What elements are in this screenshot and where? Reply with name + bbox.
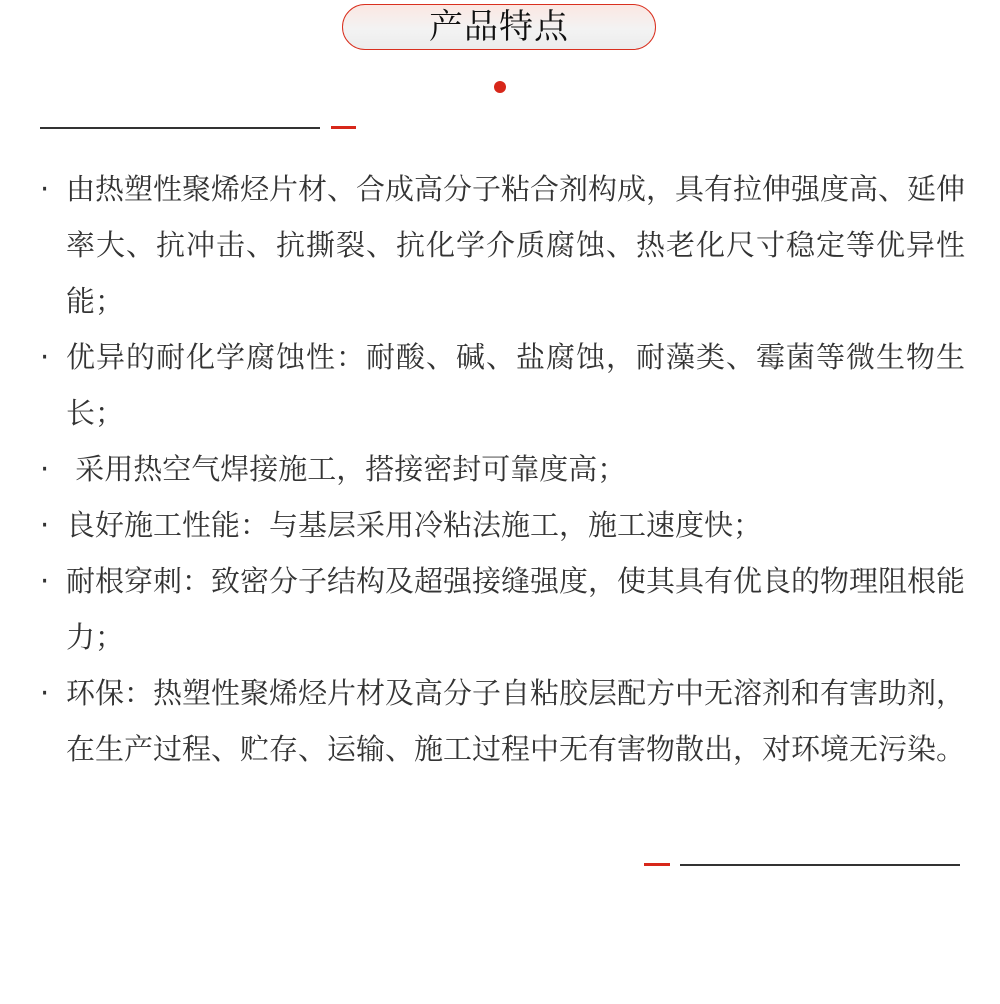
bullet: · (40, 172, 50, 206)
bullet: · (40, 452, 50, 486)
bullet: · (40, 676, 50, 710)
feature-item (40, 441, 965, 497)
feature-text: 采用热空气焊接施工，搭接密封可靠度高； (66, 452, 627, 486)
feature-list (40, 161, 965, 777)
feature-text: 由热塑性聚烯烃片材、合成高分子粘合剂构成，具有拉伸强度高、延伸率大、抗冲击、抗撕裂、抗化学介质腐蚀、热老化尺寸稳定等优异性能； (66, 172, 966, 318)
feature-text: 耐根穿刺：致密分子结构及超强接缝强度，使其具有优良的物理阻根能力； (66, 564, 966, 654)
bottom-divider-accent (644, 863, 670, 866)
bottom-divider-line (680, 864, 960, 866)
bullet: · (40, 508, 50, 542)
feature-item (40, 329, 965, 441)
feature-text: 良好施工性能：与基层采用冷粘法施工，施工速度快； (66, 508, 763, 542)
feature-item (40, 497, 965, 553)
page-title: 产品特点 (429, 7, 569, 47)
feature-item (40, 665, 965, 777)
feature-item (40, 161, 965, 329)
title-banner (342, 4, 656, 50)
feature-text: 优异的耐化学腐蚀性：耐酸、碱、盐腐蚀，耐藻类、霉菌等微生物生长； (66, 340, 965, 430)
top-divider-accent (331, 126, 356, 129)
red-dot-ornament (494, 81, 506, 93)
feature-item (40, 553, 965, 665)
feature-text: 环保：热塑性聚烯烃片材及高分子自粘胶层配方中无溶剂和有害助剂，在生产过程、贮存、运输、施工过程中无有害物散出，对环境无污染。 (66, 676, 966, 766)
bullet: · (40, 340, 50, 374)
bullet: · (40, 564, 50, 598)
top-divider-line (40, 127, 320, 129)
